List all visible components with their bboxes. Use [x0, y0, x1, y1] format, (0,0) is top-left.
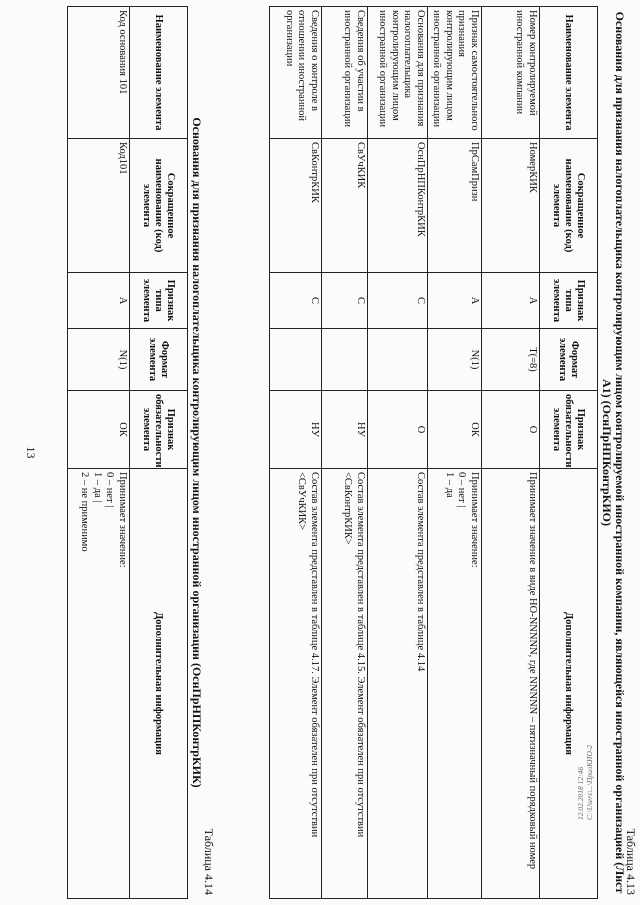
table-cell: N(1)	[68, 329, 130, 391]
table-cell: Код101	[68, 139, 130, 273]
table1-header-cell: Сокращенное наименование (код) элемента	[540, 139, 598, 273]
table-cell: Принимает значение: 0 – нет | 1 – да | 2 – не применимо	[68, 469, 130, 899]
table-cell: ОснПрНПКонтрКИК	[368, 139, 428, 273]
table-cell: С	[322, 273, 368, 329]
table-row	[270, 7, 322, 899]
table1-header-cell: Дополнительная информация	[540, 469, 598, 899]
table-cell: С	[368, 273, 428, 329]
table-row	[368, 7, 428, 899]
table-cell: ОК	[68, 391, 130, 469]
table1-header-cell: Признак типа элемента	[540, 273, 598, 329]
table-cell: Принимает значение: 0 – нет | 1 – да	[428, 469, 482, 899]
table-cell: ПрСамПризн	[428, 139, 482, 273]
table-cell: СвУчКИК	[322, 139, 368, 273]
table-cell	[368, 329, 428, 391]
table1	[269, 6, 598, 899]
table1-title: Основания для признания налогоплательщика контролирующим лицом контролируемой иностранной компании, являющейся иностранной организацией (Лист А1) (ОснПрНПКонтрКИО)	[600, 11, 627, 894]
table2-label: Таблица 4.14	[202, 828, 216, 895]
table-cell: Состав элемента представлен в таблице 4.17. Элемент обязателен при отсутствии <СвУчКИК>	[270, 469, 322, 899]
table-row	[482, 7, 540, 899]
table-cell: А	[68, 273, 130, 329]
print-stamp	[576, 745, 594, 820]
table2-header-cell: Признак обязательности элемента	[130, 391, 188, 469]
table2-header-cell: Дополнительная информация	[130, 469, 188, 899]
table2-header-cell: Сокращенное наименование (код) элемента	[130, 139, 188, 273]
table-cell: Основания для признания налогоплательщика контролирующим лицом иностранной организации	[368, 7, 428, 139]
table-cell: Сведения об участии в иностранной организации	[322, 7, 368, 139]
table-cell: T(=8)	[482, 329, 540, 391]
table-cell: Признак самостоятельного признания контролирующим лицом иностранной организации	[428, 7, 482, 139]
table2	[67, 6, 188, 899]
table-cell: С	[270, 273, 322, 329]
table-cell: О	[368, 391, 428, 469]
table2-header-cell: Наименование элемента	[130, 7, 188, 139]
table1-header-cell: Признак обязательности элемента	[540, 391, 598, 469]
table-cell: О	[482, 391, 540, 469]
print-stamp-text: 12.02.2018 12:46 С:\Users\...\ПрилКИО-2	[576, 744, 594, 820]
table-cell: Код основания 101	[68, 7, 130, 139]
table-cell: А	[428, 273, 482, 329]
table-cell: Номер контролируемой иностранной компании	[482, 7, 540, 139]
table-cell: N(1)	[428, 329, 482, 391]
table-cell: СвКонтрКИК	[270, 139, 322, 273]
table2-header-row	[130, 7, 188, 899]
table-row	[428, 7, 482, 899]
table-row	[322, 7, 368, 899]
table-cell: Состав элемента представлен в таблице 4.14	[368, 469, 428, 899]
table-cell: НомерКИК	[482, 139, 540, 273]
table1-label: Таблица 4.13	[624, 828, 638, 895]
table1-header-cell: Наименование элемента	[540, 7, 598, 139]
table-cell	[270, 329, 322, 391]
table-cell: ОК	[428, 391, 482, 469]
table-cell: НУ	[270, 391, 322, 469]
table-cell	[322, 329, 368, 391]
table2-title: Основания для признания налогоплательщика контролирующим лицом иностранной организации (ОснПрНПКонтрКИК)	[190, 117, 204, 788]
table-cell: А	[482, 273, 540, 329]
table2-header-cell: Формат элемента	[130, 329, 188, 391]
table-row	[68, 7, 130, 899]
page-number: 13	[24, 446, 38, 459]
table-cell: НУ	[322, 391, 368, 469]
table-cell: Сведения о контроле в отношении иностранной организации	[270, 7, 322, 139]
table-cell: Принимает значение в виде НО-NNNNN, где NNNNN – пятизначный порядковый номер	[482, 469, 540, 899]
table1-header-cell: Формат элемента	[540, 329, 598, 391]
table-cell: Состав элемента представлен в таблице 4.15. Элемент обязателен при отсутствии <СвКонтрКИК>	[322, 469, 368, 899]
table2-header-cell: Признак типа элемента	[130, 273, 188, 329]
